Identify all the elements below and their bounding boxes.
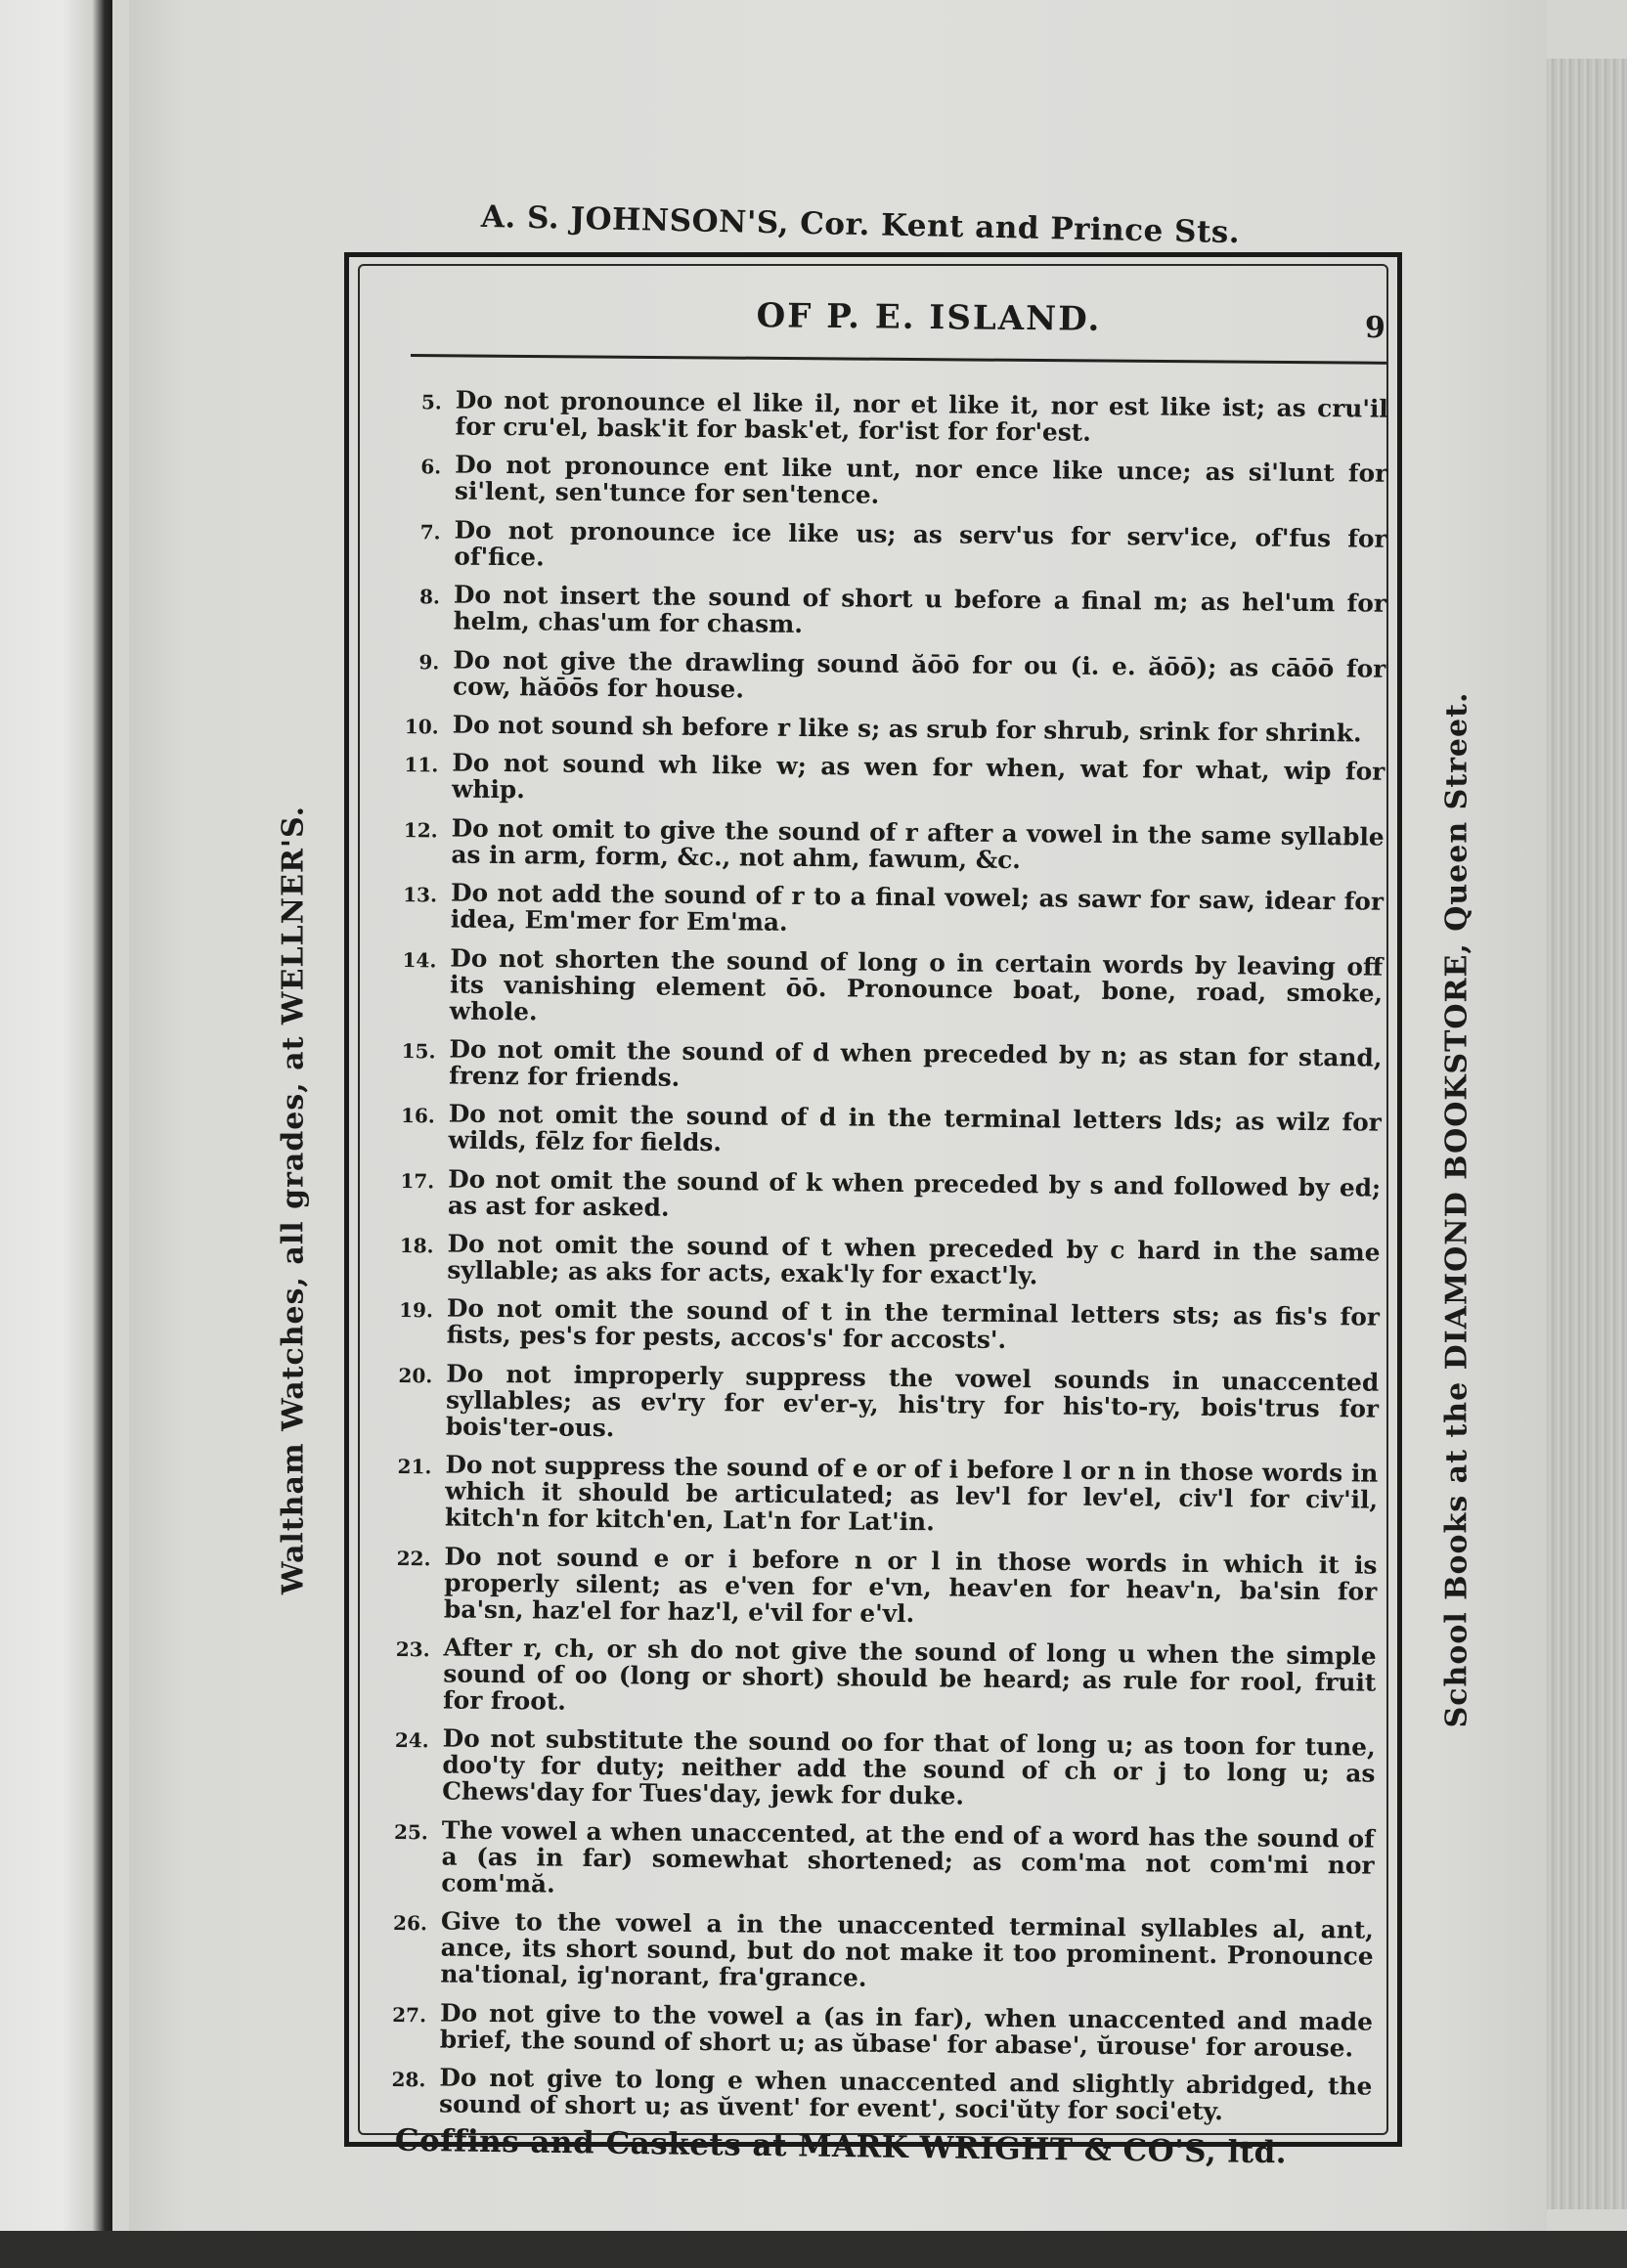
rule-number: 17. — [400, 1168, 435, 1194]
rule-text: Do not sound sh before r like s; as srub for shrub, srink for shrink. — [452, 710, 1362, 748]
rule-text: Do not give to long e when unaccented and slightly abridged, the sound of short u; as ŭvent' for event', soci'ŭty for soci'ety. — [438, 2063, 1373, 2126]
rule-number: 11. — [404, 753, 439, 777]
rule-text: Do not omit the sound of t when preceded by c hard in the same syllable; as aks for acts, exak'ly for exact'ly. — [447, 1229, 1381, 1290]
rule-number: 12. — [403, 817, 438, 843]
rule-item — [394, 814, 1384, 877]
header-advertisement: A. S. JOHNSON'S, Cor. Kent and Prince Sts. — [480, 198, 1241, 251]
rule-number: 6. — [420, 455, 442, 479]
rule-number: 24. — [394, 1728, 429, 1753]
rule-number: 22. — [396, 1546, 431, 1571]
rule-item — [392, 1035, 1382, 1098]
rule-item — [386, 1634, 1377, 1723]
rule-item — [396, 711, 1385, 747]
rule-text: The vowel a when unaccented, at the end of a word has the sound of a (as in far) somewhat shortened; as com'ma not com'mi nor com'mă. — [441, 1815, 1375, 1898]
rule-text: Do not pronounce el like il, nor et like it, nor est like ist; as cru'il for cru'el, bask'it for bask'et, for'ist for for'est. — [455, 385, 1388, 447]
rule-text: Do not substitute the sound oo for that of long u; as toon for tune, doo'ty for duty; neither add the sound of ch or j to long u; as Chews'day for Tues'day, jewk for duke. — [442, 1723, 1376, 1811]
rule-text: After r, ch, or sh do not give the sound of long u when the simple sound of oo (long or short) should be heard; as rule for rool, fruit for froot. — [442, 1633, 1377, 1716]
rule-number: 18. — [399, 1234, 434, 1258]
rule-text: Do not sound wh like w; as wen for when, wat for what, wip for whip. — [451, 748, 1385, 805]
rule-item — [391, 1165, 1381, 1228]
rule-number: 19. — [399, 1298, 434, 1323]
rule-text: Do not omit the sound of t in the terminal letters sts; as fis's for fists, pes's for pests, accos's' for accosts'. — [446, 1293, 1381, 1355]
rule-text: Do not insert the sound of short u before a final m; as hel'um for helm, chas'um for chasm. — [453, 580, 1387, 639]
rule-item — [395, 749, 1385, 811]
rule-item — [397, 516, 1386, 579]
rule-text: Do not pronounce ice like us; as serv'us for serv'ice, of'fus for of'fice. — [454, 515, 1387, 572]
rule-item — [389, 1360, 1380, 1449]
rule-item — [390, 1230, 1380, 1292]
rule-number: 7. — [419, 519, 441, 545]
rule-text: Do not pronounce ent like unt, nor ence like unce; as si'lunt for si'lent, sen'tunce for sen'tence. — [454, 450, 1388, 510]
left-side-advertisement-text: Waltham Watches, all grades, at WELLNER'S. — [276, 805, 311, 1595]
rule-text: Do not give the drawling sound ăōō for ou (i. e. ăōō); as cāōō for cow, hăōōs for house. — [452, 645, 1386, 703]
rule-text: Do not give to the vowel a (as in far), when unaccented and made brief, the sound of short u; as ŭbase' for abase', ŭrouse' for arouse. — [439, 1998, 1374, 2063]
rule-item — [398, 451, 1387, 513]
rule-number: 8. — [418, 585, 441, 609]
running-head: OF P. E. ISLAND. — [756, 296, 1102, 339]
rule-number: 28. — [391, 2067, 426, 2092]
rule-item — [387, 1543, 1378, 1632]
rule-item — [383, 1907, 1374, 1996]
rule-text: Do not omit the sound of d in the terminal letters lds; as wilz for wilds, fēlz for fields. — [448, 1099, 1382, 1157]
rule-number: 27. — [392, 2002, 427, 2027]
rule-item — [382, 2064, 1372, 2126]
rule-text: Do not add the sound of r to a final vowel; as sawr for saw, idear for idea, Em'mer for Em'ma. — [450, 878, 1385, 937]
rule-number: 14. — [402, 947, 437, 972]
rule-text: Do not sound e or i before n or l in those words in which it is properly silent; as e'ven for e'vn, heav'en for heav'n, ba'sin for ba'sn, haz'el for haz'l, e'vil for e'vl. — [443, 1542, 1378, 1628]
rule-number: 5. — [420, 390, 442, 414]
rule-item — [394, 879, 1384, 941]
rule-item — [390, 1294, 1380, 1357]
rule-text: Do not suppress the sound of e or of i before l or n in those words in which it should be articulated; as lev'l for lev'el, civ'l for civ'il, kitch'n for kitch'en, Lat'n for Lat'in. — [444, 1450, 1379, 1537]
rule-item — [396, 646, 1385, 709]
rule-number: 25. — [393, 1819, 428, 1845]
rule-item — [384, 1816, 1375, 1905]
rule-number: 9. — [418, 649, 440, 674]
rule-item — [398, 386, 1387, 449]
rule-item — [391, 1100, 1381, 1162]
rule-number: 10. — [404, 715, 439, 739]
rule-number: 15. — [401, 1038, 436, 1064]
rule-number: 23. — [395, 1637, 430, 1662]
right-side-advertisement-text: School Books at the DIAMOND BOOKSTORE, Queen Street. — [1439, 691, 1474, 1728]
rule-item — [385, 1724, 1376, 1813]
rule-number: 20. — [398, 1363, 433, 1388]
page-number: 9 — [1365, 311, 1385, 345]
rule-text: Do not omit to give the sound of r after a vowel in the same syllable as in arm, form, &c., not ahm, fawum, &c. — [451, 813, 1385, 874]
rule-number: 21. — [397, 1455, 432, 1479]
rule-item — [383, 1999, 1373, 2062]
rule-item — [393, 943, 1384, 1032]
rule-item — [388, 1451, 1379, 1540]
scan-bottom-shadow — [0, 2231, 1627, 2268]
rule-number: 26. — [392, 1911, 428, 1936]
footer-advertisement: Coffins and Caskets at MARK WRIGHT & CO'S, ltd. — [394, 2122, 1288, 2171]
page-stack-edge — [1547, 59, 1627, 2209]
rule-text: Do not shorten the sound of long o in certain words by leaving off its vanishing element ōō. Pronounce boat, bone, road, smoke, whole. — [449, 943, 1384, 1025]
facing-page-edge — [0, 0, 112, 2268]
rule-text: Do not omit the sound of k when preceded by s and followed by ed; as ast for asked. — [447, 1164, 1382, 1222]
rule-text: Give to the vowel a in the unaccented terminal syllables al, ant, ance, its short sound, but do not make it too prominent. Pronounce na'tional, ig'norant, fra'grance. — [440, 1906, 1375, 1992]
rule-number: 13. — [403, 883, 438, 907]
rule-text: Do not improperly suppress the vowel sounds in unaccented syllables; as ev'ry for ev'er-y, his'try for his'to-ry, bois'trus for bois'ter-ous. — [445, 1359, 1380, 1443]
pronunciation-rules-list — [382, 386, 1388, 2138]
rule-text: Do not omit the sound of d when preceded by n; as stan for stand, frenz for friends. — [449, 1034, 1383, 1092]
rule-number: 16. — [400, 1104, 435, 1128]
rule-item — [397, 581, 1386, 643]
